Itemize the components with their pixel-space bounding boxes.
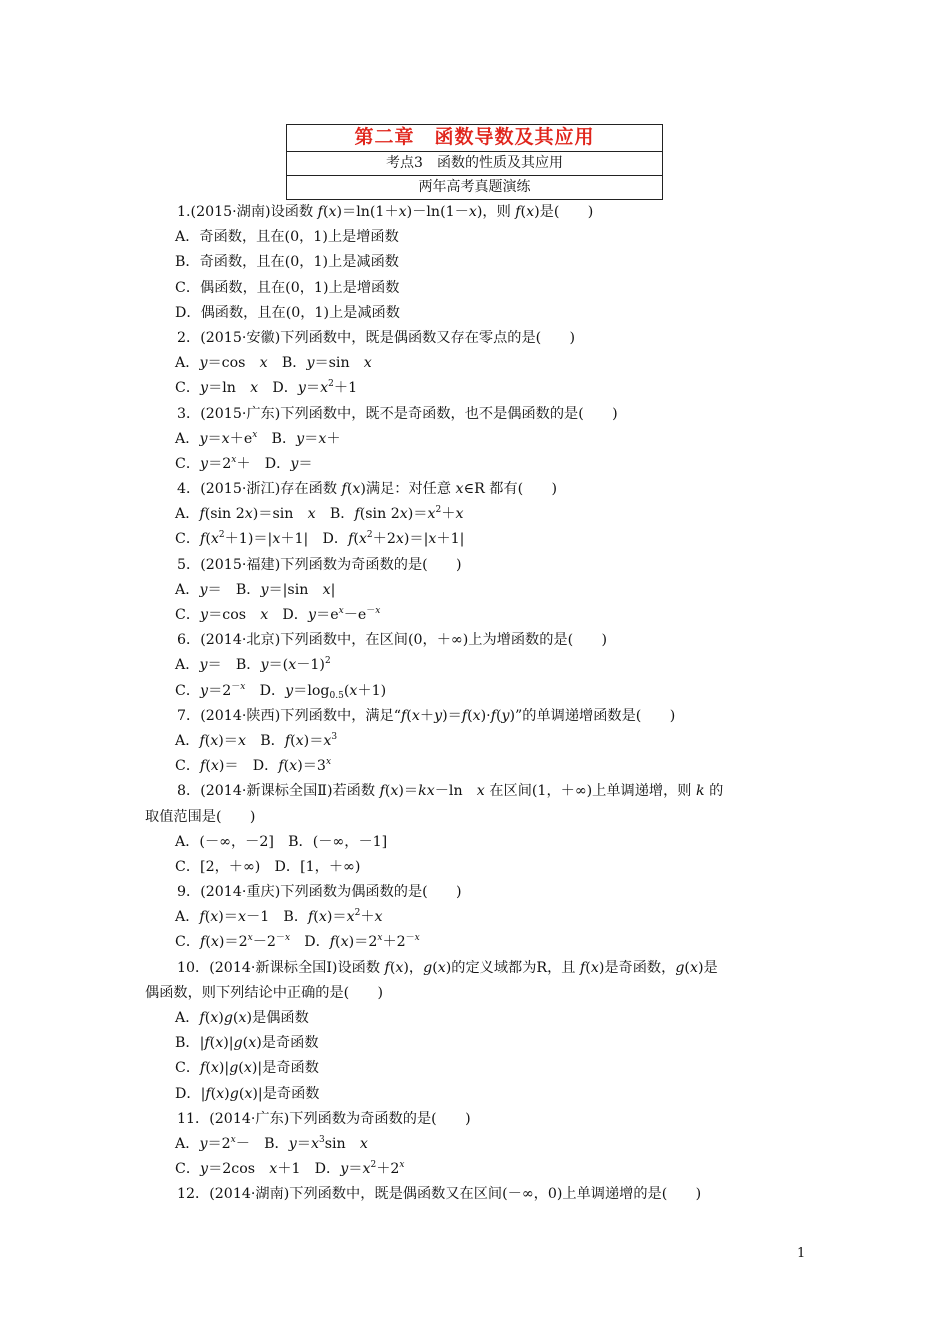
answer-option: C．$y=2^{-x}$ D．$y=\log_{0.5}(x+1)$ (175, 681, 387, 701)
answer-option: C．y＝ln x D．$y=x^2+1$ (175, 379, 358, 397)
answer-option: A．f(x)＝x－1 B．$f(x)=x^2+x$ (175, 908, 383, 926)
answer-option: C．$f(x)=2^x-2^{-x}$ D．$f(x)=2^x+2^{-x}$ (175, 933, 420, 951)
answer-option: B．奇函数，且在(0，1)上是减函数 (175, 254, 399, 271)
answer-option: A．$y=x+e^x$ B．y＝x＋ (175, 429, 341, 447)
section-title: 两年高考真题演练 (418, 179, 531, 195)
question-stem: 12．(2014·湖南)下列函数中，既是偶函数又在区间(－∞，0)上单调递增的是( ) (177, 1186, 702, 1203)
question-stem-continued: 偶函数，则下列结论中正确的是( ) (145, 984, 384, 1001)
question-stem-continued: 取值范围是( ) (145, 808, 256, 825)
answer-option: A．f(x)＝x B．$f(x)=x^3$ (175, 731, 338, 749)
question-stem: 1.(2015·湖南)设函数 f(x)＝ln(1＋x)－ln(1－x)，则 f(x)是( ) (177, 204, 594, 220)
question-stem: 6．(2014·北京)下列函数中，在区间(0，＋∞)上为增函数的是( ) (177, 632, 608, 649)
chapter-title: 第二章 函数导数及其应用 (354, 126, 595, 148)
answer-option: C．$y=2^x+$ D．y＝ (175, 454, 313, 472)
answer-option: A．y＝ B．y＝|sin x| (175, 581, 336, 598)
question-stem: 4．(2015·浙江)存在函数 f(x)满足：对任意 x∈R 都有( ) (177, 481, 558, 498)
answer-option: A．f(x)g(x)是偶函数 (175, 1010, 309, 1026)
answer-option: C．$f(x^2+1)=|x+1|$ D．$f(x^2+2x)=|x+1|$ (175, 530, 465, 548)
question-stem: 9．(2014·重庆)下列函数为偶函数的是( ) (177, 884, 462, 901)
topic-row (287, 151, 662, 175)
question-stem: 2．(2015·安徽)下列函数中，既是偶函数又存在零点的是( ) (177, 329, 576, 346)
answer-option: C．y＝2cos x＋1 D．$y=x^2+2^x$ (175, 1160, 405, 1178)
answer-option: C．偶函数，且在(0，1)上是增函数 (175, 279, 400, 296)
answer-option: C．f(x)|g(x)|是奇函数 (175, 1060, 319, 1077)
answer-option: A．y＝cos x B．y＝sin x (175, 355, 372, 372)
answer-option: A．(－∞，－2] B．(－∞，－1] (175, 833, 388, 850)
answer-option: D．|f(x)g(x)|是奇函数 (175, 1085, 320, 1102)
section-row (287, 175, 662, 199)
chapter-title-row (287, 125, 662, 151)
topic-title: 考点3 函数的性质及其应用 (386, 155, 563, 171)
question-stem: 11．(2014·广东)下列函数为奇函数的是( ) (177, 1110, 471, 1127)
question-stem: 8．(2014·新课标全国Ⅱ)若函数 f(x)＝kx－ln x 在区间(1，＋∞)上单调递增，则 k 的 (177, 783, 724, 800)
answer-option: C．y＝cos x D．$y=e^x-e^{-x}$ (175, 606, 381, 623)
answer-option: A．$y=2^x-$ B．$y=x^3\sin$ x (175, 1134, 368, 1152)
question-stem: 3．(2015·广东)下列函数中，既不是奇函数，也不是偶函数的是( ) (177, 405, 618, 422)
question-list (145, 200, 810, 1208)
answer-option: A．y＝ B．$y=(x-1)^2$ (175, 656, 331, 674)
question-stem: 5．(2015·福建)下列函数为奇函数的是( ) (177, 556, 462, 573)
answer-option: C．[2，＋∞) D．[1，＋∞) (175, 858, 361, 875)
answer-option: A．奇函数，且在(0，1)上是增函数 (175, 229, 399, 246)
question-stem: 7．(2014·陕西)下列函数中，满足“f(x＋y)＝f(x)·f(y)”的单调递增函数是( ) (177, 707, 676, 724)
answer-option: C．f(x)＝ D．$f(x)=3^x$ (175, 757, 332, 775)
chapter-header-box (286, 124, 663, 200)
answer-option: B．|f(x)|g(x)是奇函数 (175, 1035, 319, 1052)
answer-option: A．f(sin 2x)＝sin x B．f(sin $2x)=x^2+x$ (175, 505, 464, 523)
page-number: 1 (797, 1246, 806, 1261)
question-stem: 10．(2014·新课标全国Ⅰ)设函数 f(x)，g(x)的定义域都为R，且 f(x)是奇函数，g(x)是 (177, 959, 718, 976)
answer-option: D．偶函数，且在(0，1)上是减函数 (175, 304, 400, 321)
